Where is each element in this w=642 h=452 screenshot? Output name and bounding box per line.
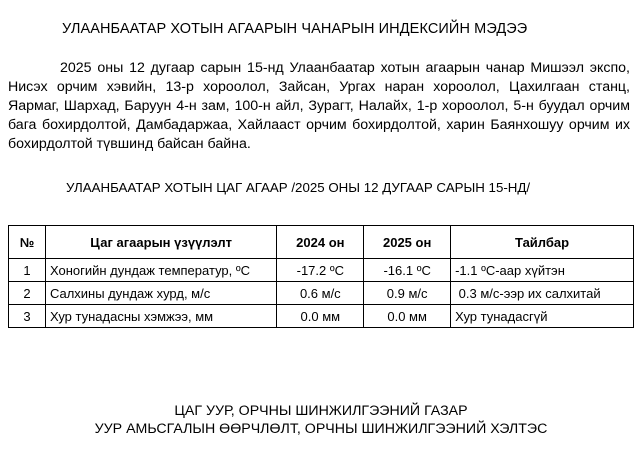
header-2024: 2024 он (277, 226, 364, 259)
row-note: -1.1 ºС-аар хүйтэн (451, 259, 634, 282)
header-note: Тайлбар (451, 226, 634, 259)
table-row (9, 259, 634, 282)
weather-table (8, 225, 634, 328)
header-indicator: Цаг агаарын үзүүлэлт (45, 226, 276, 259)
document-title: УЛААНБААТАР ХОТЫН АГААРЫН ЧАНАРЫН ИНДЕКСИЙН МЭДЭЭ (62, 21, 528, 37)
table-row (9, 305, 634, 328)
row-value-2025: 0.0 мм (364, 305, 451, 328)
table-title: УЛААНБААТАР ХОТЫН ЦАГ АГААР /2025 ОНЫ 12 ДУГААР САРЫН 15-НД/ (66, 180, 531, 195)
row-number: 1 (9, 259, 46, 282)
row-indicator: Хоногийн дундаж температур, ºС (45, 259, 276, 282)
header-number: № (9, 226, 46, 259)
row-value-2024: -17.2 ºС (277, 259, 364, 282)
row-note: Хур тунадасгүй (451, 305, 634, 328)
row-value-2024: 0.0 мм (277, 305, 364, 328)
summary-paragraph: 2025 оны 12 дугаар сарын 15-нд Улаанбаатар хотын агаарын чанар Мишээл экспо, Нисэх орчим хэвийн, 13-р хороолол, Зайсан, Ургах наран хороолол, Цахилгаан станц, Яармаг, Шархад, Баруун 4-н зам, 100-н айл, Зурагт, Налайх, 1-р хороолол, 5-н буудал орчим бага бохирдолтой, Дамбадаржаа, Хайлааст орчим бохирдолтой, харин Баянхошуу орчим их бохирдолтой түвшинд байсан байна. (8, 60, 630, 152)
footer-agency: ЦАГ УУР, ОРЧНЫ ШИНЖИЛГЭЭНИЙ ГАЗАР (174, 403, 468, 419)
row-indicator: Салхины дундаж хурд, м/с (45, 282, 276, 305)
row-number: 3 (9, 305, 46, 328)
row-note: 0.3 м/с-ээр их салхитай (451, 282, 634, 305)
row-value-2025: -16.1 ºС (364, 259, 451, 282)
footer-department: УУР АМЬСГАЛЫН ӨӨРЧЛӨЛТ, ОРЧНЫ ШИНЖИЛГЭЭНИЙ ХЭЛТЭС (94, 421, 548, 437)
row-value-2024: 0.6 м/с (277, 282, 364, 305)
table-row (9, 282, 634, 305)
header-2025: 2025 он (364, 226, 451, 259)
row-number: 2 (9, 282, 46, 305)
row-indicator: Хур тунадасны хэмжээ, мм (45, 305, 276, 328)
row-value-2025: 0.9 м/с (364, 282, 451, 305)
table-header-row (9, 226, 634, 259)
